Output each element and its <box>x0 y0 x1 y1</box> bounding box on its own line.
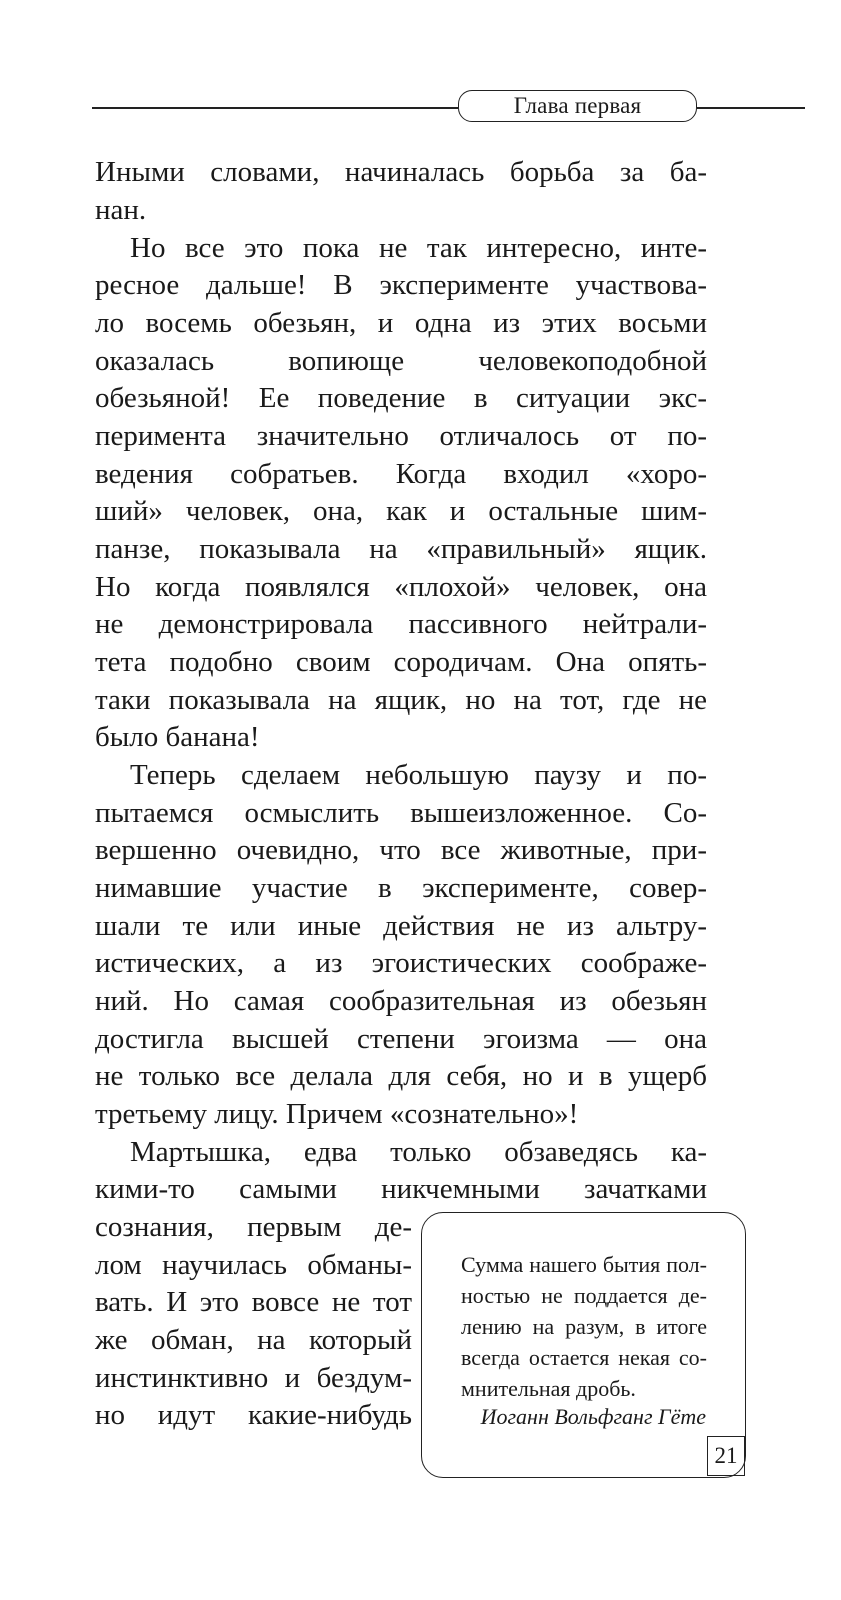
text-line: таки показывала на ящик, но на тот, где не <box>95 684 707 716</box>
text-line: шали те или иные действия не из альтру- <box>95 910 707 942</box>
text-line: Но все это пока не так интересно, инте- <box>130 232 707 264</box>
text-line: достигла высшей степени эгоизма — она <box>95 1023 707 1055</box>
epigraph-author: Иоганн Вольфганг Гёте <box>480 1404 706 1429</box>
text-line: ресное дальше! В эксперименте участвова- <box>95 269 707 301</box>
epigraph-line: лению на разум, в итоге <box>461 1314 707 1339</box>
text-line: обезьяной! Ее поведение в ситуации экс- <box>95 382 707 414</box>
text-line: пытаемся осмыслить вышеизложенное. Со- <box>95 797 707 829</box>
text-line: но идут какие-нибудь <box>95 1399 412 1431</box>
text-line: панзе, показывала на «правильный» ящик. <box>95 533 707 565</box>
text-line: ло восемь обезьян, и одна из этих восьми <box>95 307 707 339</box>
text-line: сознания, первым де- <box>95 1211 412 1243</box>
text-line: лом научилась обманы- <box>95 1249 412 1281</box>
header-rule-left <box>92 107 458 109</box>
text-line: перимента значительно отличалось от по- <box>95 420 707 452</box>
text-line: вершенно очевидно, что все животные, при- <box>95 834 707 866</box>
text-line: инстинктивно и бездум- <box>95 1362 412 1394</box>
text-line: было банана! <box>95 721 260 753</box>
text-line: нимавшие участие в эксперименте, совер- <box>95 872 707 904</box>
text-line: ний. Но самая сообразительная из обезьян <box>95 985 707 1017</box>
epigraph-line: мнительная дробь. <box>461 1376 636 1401</box>
text-line: истических, а из эгоистических соображе- <box>95 947 707 979</box>
text-line: Теперь сделаем небольшую паузу и по- <box>130 759 707 791</box>
text-line: кими-то самыми никчемными зачатками <box>95 1173 707 1205</box>
page-number: 21 <box>707 1436 745 1476</box>
epigraph-line: Сумма нашего бытия пол- <box>461 1252 707 1277</box>
running-header <box>92 88 708 128</box>
text-line: же обман, на который <box>95 1324 412 1356</box>
text-line: ший» человек, она, как и остальные шим- <box>95 495 707 527</box>
header-rule-right <box>697 107 805 109</box>
chapter-title: Глава первая <box>458 90 697 122</box>
text-line: Но когда появлялся «плохой» человек, она <box>95 571 707 603</box>
text-line: Мартышка, едва только обзаведясь ка- <box>130 1136 707 1168</box>
text-line: третьему лицу. Причем «сознательно»! <box>95 1098 579 1130</box>
epigraph-text <box>461 1249 707 1404</box>
text-line: не демонстрировала пассивного нейтрали- <box>95 608 707 640</box>
epigraph-line: ностью не поддается де- <box>461 1283 707 1308</box>
text-line: Иными словами, начиналась борьба за ба- <box>95 156 707 188</box>
text-line: тета подобно своим сородичам. Она опять- <box>95 646 707 678</box>
epigraph-line: всегда остается некая со- <box>461 1345 707 1370</box>
text-line: ведения собратьев. Когда входил «хоро- <box>95 458 707 490</box>
text-line: оказалась вопиюще человекоподобной <box>95 345 707 377</box>
text-line: вать. И это вовсе не тот <box>95 1286 412 1318</box>
text-line: не только все делала для себя, но и в ущерб <box>95 1060 707 1092</box>
text-line: нан. <box>95 194 147 226</box>
